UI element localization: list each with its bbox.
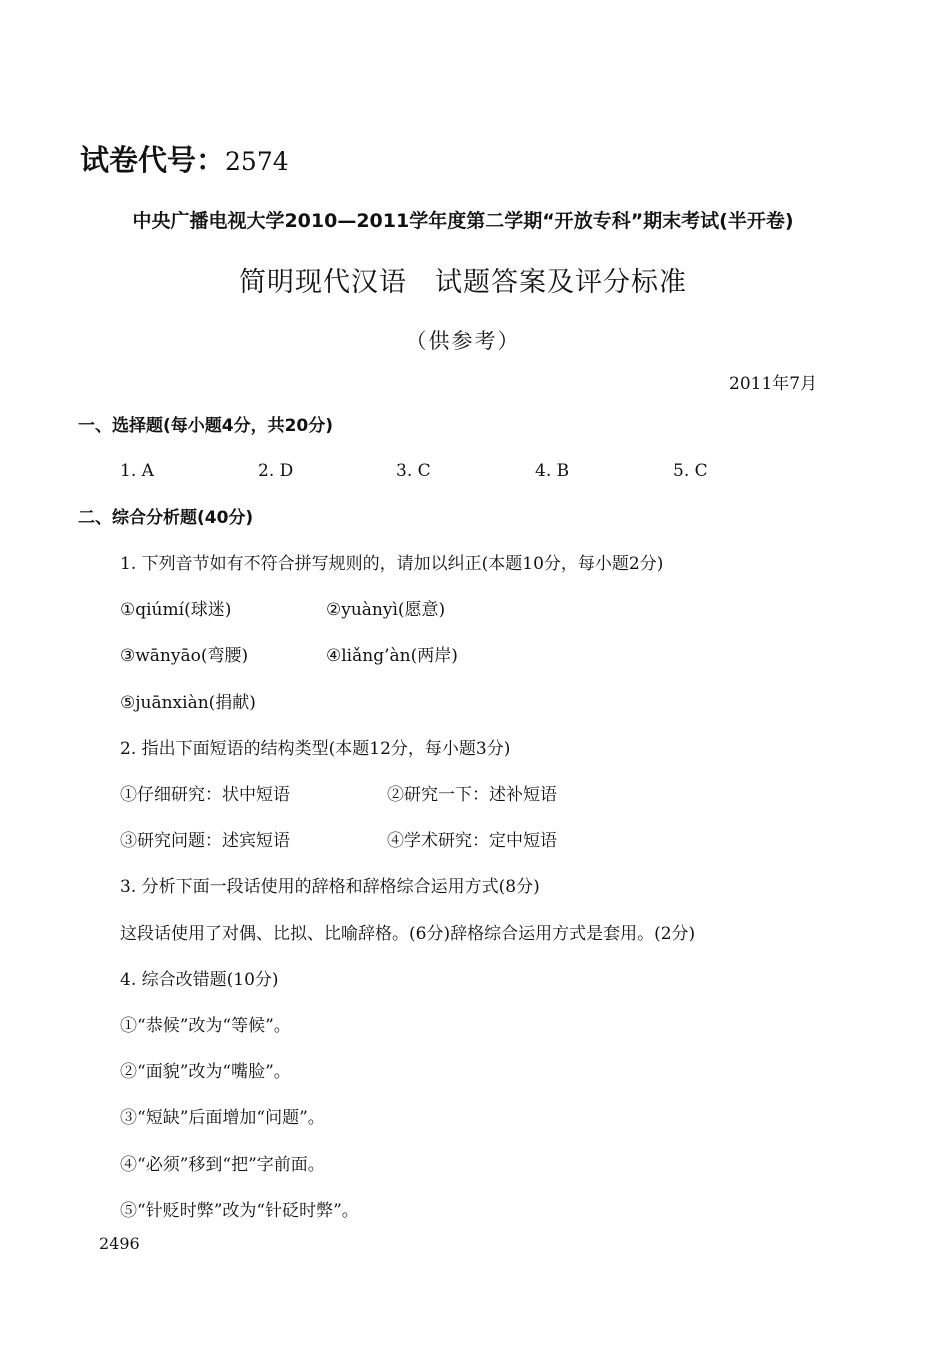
- q4-item-2: ②“面貌”改为“嘴脸”。: [120, 1062, 291, 1082]
- q1-item-3: ③wānyāo(弯腰): [120, 646, 249, 666]
- page-number: 2496: [99, 1234, 140, 1253]
- q4-item-3: ③“短缺”后面增加“问题”。: [120, 1108, 325, 1128]
- choice-answer-1: 1. A: [120, 461, 154, 481]
- q3-prompt: 3. 分析下面一段话使用的辞格和辞格综合运用方式(8分): [120, 877, 540, 897]
- choice-answer-4: 4. B: [535, 461, 570, 481]
- paper-code-label: 试卷代号：: [80, 143, 226, 177]
- q4-item-5: ⑤“针贬时弊”改为“针砭时弊”。: [120, 1201, 359, 1221]
- q1-item-5: ⑤juānxiàn(捐献): [120, 693, 256, 713]
- q1-item-4: ④liǎng’àn(两岸): [326, 646, 458, 666]
- page-subtitle: （供参考）: [405, 329, 521, 353]
- q4-item-1: ①“恭候”改为“等候”。: [120, 1016, 291, 1036]
- page-title: 简明现代汉语 试题答案及评分标准: [239, 267, 687, 298]
- q2-item-4: ④学术研究：定中短语: [387, 831, 557, 851]
- choice-answer-3: 3. C: [396, 461, 431, 481]
- exam-line: 中央广播电视大学2010—2011学年度第二学期“开放专科”期末考试(半开卷): [132, 210, 794, 232]
- q2-prompt: 2. 指出下面短语的结构类型(本题12分，每小题3分): [120, 739, 511, 759]
- exam-date: 2011年7月: [729, 374, 818, 394]
- q2-item-1: ①仔细研究：状中短语: [120, 785, 290, 805]
- q2-item-3: ③研究问题：述宾短语: [120, 831, 290, 851]
- paper-code: [80, 143, 289, 177]
- choice-answer-5: 5. C: [673, 461, 708, 481]
- choice-answer-2: 2. D: [258, 461, 294, 481]
- q1-item-1: ①qiúmí(球迷): [120, 600, 232, 620]
- paper-code-number: 2574: [225, 147, 289, 176]
- section2-heading: 二、综合分析题(40分): [78, 508, 254, 528]
- q4-prompt: 4. 综合改错题(10分): [120, 970, 279, 990]
- q3-answer: 这段话使用了对偶、比拟、比喻辞格。(6分)辞格综合运用方式是套用。(2分): [120, 924, 696, 944]
- section1-heading: 一、选择题(每小题4分，共20分): [78, 416, 334, 436]
- q1-item-2: ②yuànyì(愿意): [326, 600, 446, 620]
- q1-prompt: 1. 下列音节如有不符合拼写规则的，请加以纠正(本题10分，每小题2分): [120, 554, 664, 574]
- q2-item-2: ②研究一下：述补短语: [387, 785, 557, 805]
- q4-item-4: ④“必须”移到“把”字前面。: [120, 1155, 325, 1175]
